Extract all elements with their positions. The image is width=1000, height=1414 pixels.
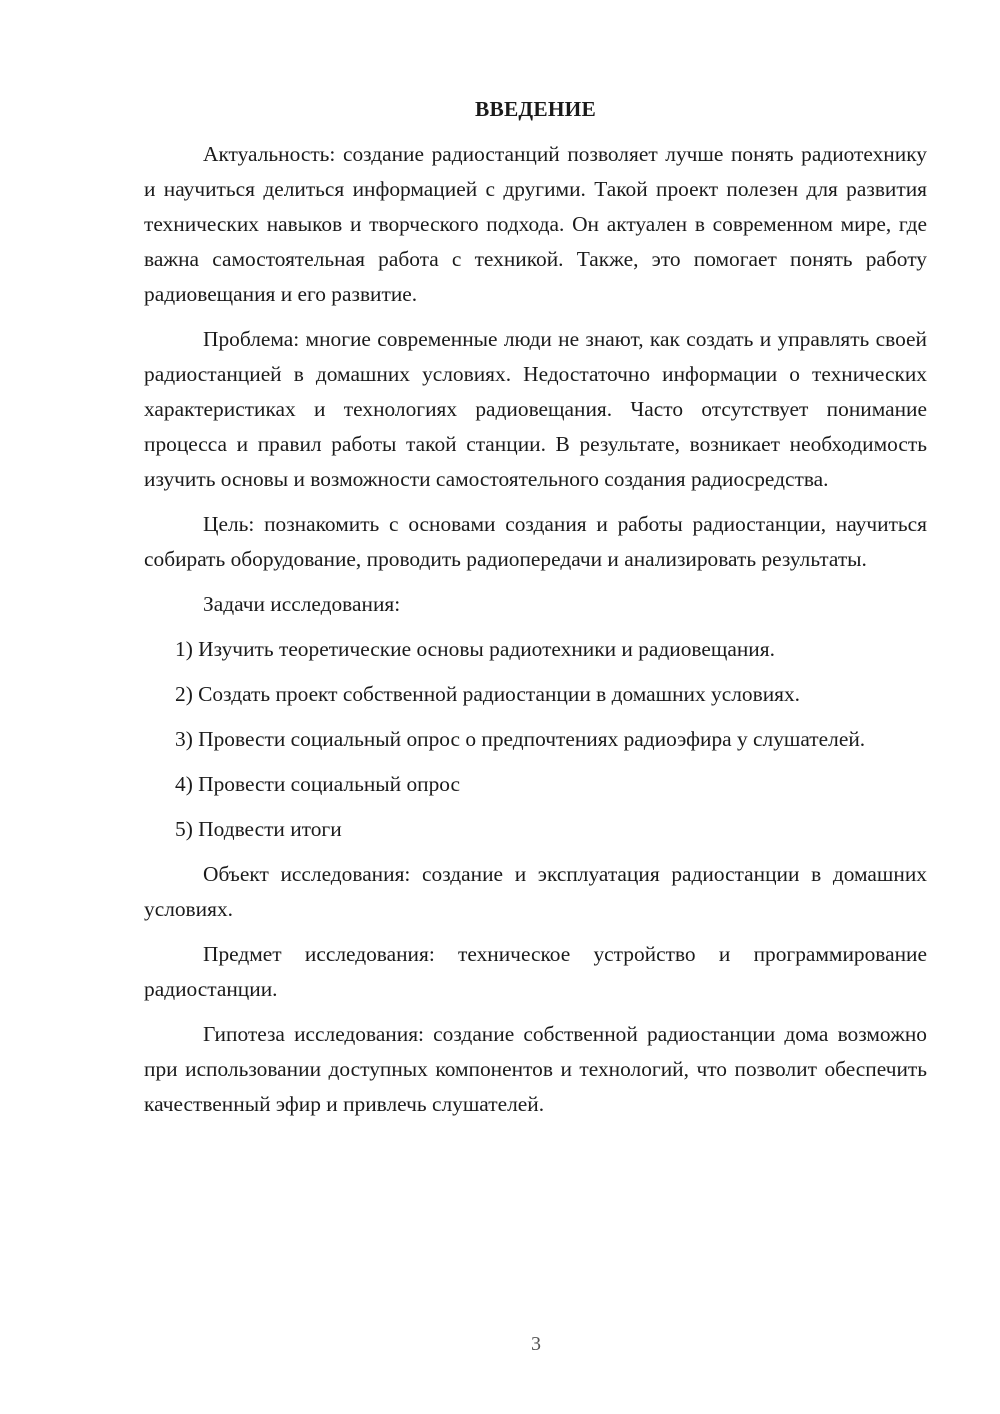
paragraph-problem: Проблема: многие современные люди не знают, как создать и управлять своей радиостанцией в домашних условиях. Недостаточно информации о технических характеристиках и технологиях радиовещания. Часто отсутствует понимание процесса и правил работы такой станции. В результате, возникает необходимость изучить основы и возможности самостоятельного создания радиосредства. xyxy=(144,327,927,491)
list-item: 5) Подвести итоги xyxy=(175,817,342,841)
paragraph-subject: Предмет исследования: техническое устройство и программирование радиостанции. xyxy=(144,942,927,1001)
tasks-list xyxy=(144,632,927,847)
list-item: 3) Провести социальный опрос о предпочтениях радиоэфира у слушателей. xyxy=(175,727,866,751)
list-item: 4) Провести социальный опрос xyxy=(175,772,461,796)
list-item: 2) Создать проект собственной радиостанции в домашних условиях. xyxy=(175,682,801,706)
page-title: ВВЕДЕНИЕ xyxy=(475,97,596,121)
list-item: 1) Изучить теоретические основы радиотехники и радиовещания. xyxy=(175,637,775,661)
page-number: 3 xyxy=(531,1333,541,1355)
paragraph-hypothesis: Гипотеза исследования: создание собственной радиостанции дома возможно при использовании доступных компонентов и технологий, что позволит обеспечить качественный эфир и привлечь слушателей. xyxy=(144,1022,927,1116)
document-body xyxy=(144,92,927,1132)
paragraph-relevance: Актуальность: создание радиостанций позволяет лучше понять радиотехнику и научиться делиться информацией с другими. Такой проект полезен для развития технических навыков и творческого подхода. Он актуален в современном мире, где важна самостоятельная работа с техникой. Также, это помогает понять работу радиовещания и его развитие. xyxy=(144,142,927,306)
paragraph-object: Объект исследования: создание и эксплуатация радиостанции в домашних условиях. xyxy=(144,862,927,921)
tasks-heading: Задачи исследования: xyxy=(203,592,401,616)
paragraph-goal: Цель: познакомить с основами создания и работы радиостанции, научиться собирать оборудование, проводить радиопередачи и анализировать результаты. xyxy=(144,512,927,571)
